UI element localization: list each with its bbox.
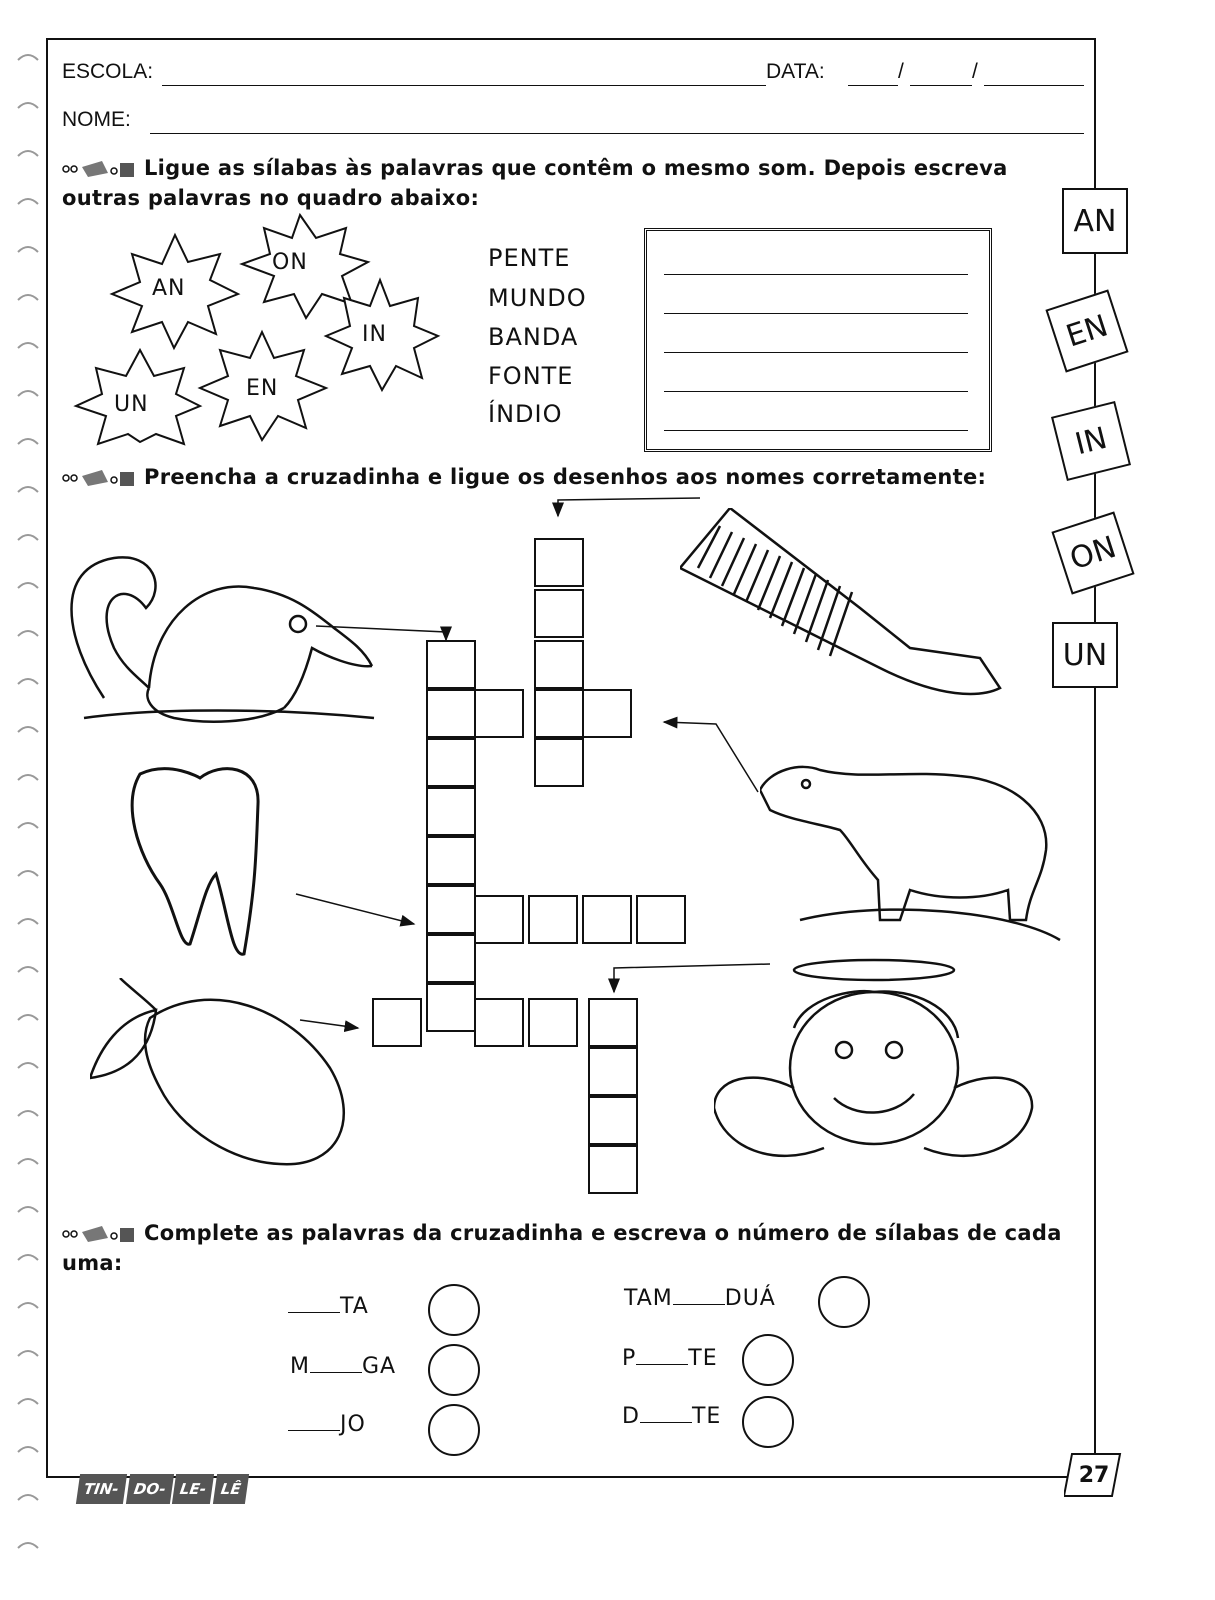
pencil-bullet-icon — [62, 1224, 134, 1244]
date-label: DATA: — [766, 60, 825, 83]
mango-drawing — [90, 978, 380, 1178]
comb-drawing — [680, 508, 1010, 708]
angel-drawing — [714, 958, 1034, 1208]
blank-field[interactable] — [636, 1364, 688, 1365]
complete-word-3[interactable]: JO — [288, 1412, 366, 1437]
word-mundo: MUNDO — [488, 284, 587, 312]
blank-field[interactable] — [288, 1430, 340, 1431]
syllable-count-circle[interactable] — [818, 1276, 870, 1328]
complete-word-4[interactable]: TAM DUÁ — [624, 1286, 776, 1311]
page-number: 27 — [1078, 1462, 1110, 1488]
date-separator: / — [972, 60, 978, 83]
side-tag-en: EN — [1045, 289, 1128, 372]
instruction-text: Complete as palavras da cruzadinha e escreva o número de sílabas de cada uma: — [62, 1221, 1062, 1275]
complete-word-2[interactable]: M GA — [290, 1354, 397, 1379]
exercise-3-instruction — [62, 1218, 1098, 1278]
tooth-drawing — [120, 764, 270, 964]
complete-word-5[interactable]: P TE — [622, 1346, 718, 1371]
date-separator: / — [898, 60, 904, 83]
anteater-drawing — [54, 548, 394, 748]
syllable-count-circle[interactable] — [742, 1334, 794, 1386]
syllable-count-circle[interactable] — [428, 1344, 480, 1396]
side-tag-on: ON — [1051, 511, 1134, 594]
complete-word-6[interactable]: D TE — [622, 1404, 722, 1429]
syllable-count-circle[interactable] — [742, 1396, 794, 1448]
blank-field[interactable] — [640, 1422, 692, 1423]
star-label-in: IN — [362, 322, 387, 347]
tapir-drawing — [760, 740, 1080, 960]
blank-field[interactable] — [288, 1312, 340, 1313]
blank-field[interactable] — [310, 1372, 362, 1373]
syllable-count-circle[interactable] — [428, 1284, 480, 1336]
word-indio: ÍNDIO — [488, 400, 563, 428]
word-fonte: FONTE — [488, 362, 574, 390]
word-pente: PENTE — [488, 244, 571, 272]
star-label-un: UN — [114, 392, 149, 417]
star-label-on: ON — [272, 250, 308, 275]
complete-word-1[interactable]: TA — [288, 1294, 369, 1319]
side-tag-un: UN — [1052, 622, 1118, 688]
star-label-en: EN — [246, 376, 279, 401]
side-tag-an: AN — [1062, 188, 1128, 254]
instruction-text: Ligue as sílabas às palavras que contêm o mesmo som. Depois escreva outras palavras no quadro abaixo: — [62, 156, 1008, 210]
school-label: ESCOLA: — [62, 60, 154, 83]
series-logo: TIN- DO- LE- LÊ — [78, 1474, 247, 1504]
name-label: NOME: — [62, 108, 131, 131]
syllable-count-circle[interactable] — [428, 1404, 480, 1456]
instruction-text: Preencha a cruzadinha e ligue os desenhos aos nomes corretamente: — [144, 465, 987, 489]
word-banda: BANDA — [488, 323, 579, 351]
blank-field[interactable] — [673, 1304, 725, 1305]
side-tag-in: IN — [1051, 401, 1131, 481]
star-label-an: AN — [152, 276, 186, 301]
